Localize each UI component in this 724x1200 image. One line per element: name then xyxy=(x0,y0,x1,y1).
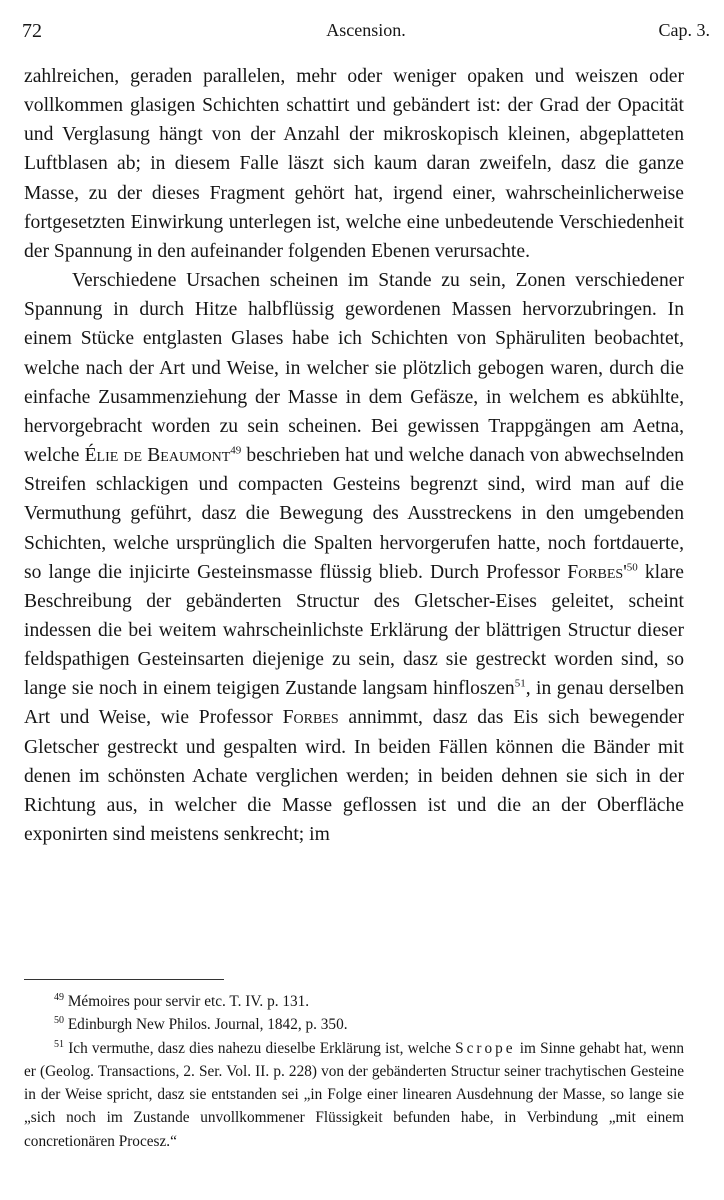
paragraph-2 xyxy=(24,266,684,849)
footnote-number: 49 xyxy=(54,991,64,1003)
footnote-50 xyxy=(24,1013,684,1036)
text-run: annimmt, dasz das Eis sich bewegender Gletscher gestreckt und gespalten wird. In beiden Fällen können die Bänder mit denen im schönsten Achate verglichen werden; in beiden dehnen sie sich in der Richtung aus, in welcher die Masse geflossen ist und die an der Oberfläche exponirten sind meistens senkrecht; im xyxy=(24,707,684,846)
paragraph-1: zahlreichen, geraden parallelen, mehr oder weniger opaken und weiszen oder vollkommen glasigen Schichten schattirt und gebändert ist: der Grad der Opacität und Verglasung hängt von der Anzahl der mikroskopisch kleinen, abgeplatteten Luftblasen ab; in diesem Falle läszt sich kaum daran zweifeln, dasz die ganze Masse, zu der dieses Fragment gehört hat, irgend einer, wahrscheinlicherweise fortgesetzten Einwirkung unterlegen ist, welche eine unbedeutende Verschiedenheit der Spannung in den aufeinander folgenden Ebenen verursachte. xyxy=(24,66,684,262)
footnote-ref-49: 49 xyxy=(230,444,242,457)
running-title: Ascension. xyxy=(326,20,406,40)
author-name-elie-de-beaumont: Élie de Beaumont xyxy=(84,445,231,467)
footnote-ref-50: 50 xyxy=(626,561,638,574)
text-run: beschrieben hat und welche danach von abwechselnden Streifen schlackigen und compacten Gesteins begrenzt sind, wird man auf die Vermuthung geführt, dasz die Bewegung des Ausstreckens in den umgebenden Schichten, welche ursprünglich die Spalten hervorgerufen hatte, noch fortdauerte, so lange die injicirte Gesteinsmasse flüssig blieb. Durch Professor xyxy=(24,445,684,583)
author-name-forbes: Forbes xyxy=(567,561,624,583)
footnote-number: 50 xyxy=(54,1015,64,1027)
footnote-divider xyxy=(24,979,224,980)
text-run: ' xyxy=(623,561,627,583)
footnote-text: Edinburgh New Philos. Journal, 1842, p. 350. xyxy=(64,1016,348,1034)
footnote-text: Mémoires pour servir etc. T. IV. p. 131. xyxy=(64,993,310,1010)
footnote-number: 51 xyxy=(54,1038,64,1050)
footnote-text: im Sinne gehabt hat, wenn er (Geolog. Transactions, 2. Ser. Vol. II. p. 228) von der gebänderten Structur seiner trachytischen Gesteine in der Weise spricht, dasz sie entstanden sei „in Folge einer linearen Ausdehnung der Masse, so lange sie „sich noch im Zustande unvollkommener Flüssigkeit befunden habe, in Verbindung „mit einem concretionären Procesz.“ xyxy=(24,1039,684,1150)
footnote-ref-51: 51 xyxy=(514,677,526,690)
text-run: klare Beschreibung der gebänderten Structur des Gletscher-Eises geleitet, scheint indessen die bei weitem wahrscheinlichste Erklärung der blättrigen Structur dieser feldspathigen Gesteinsarten diejenige zu sein, dasz sie gestreckt worden sind, so lange sie noch in einem teigigen Zustande langsam hinfloszen xyxy=(24,561,684,700)
page-number: 72 xyxy=(22,20,42,42)
author-name-scrope: Scrope xyxy=(455,1039,516,1057)
footnote-49 xyxy=(24,990,684,1013)
text-run: , in genau derselben Art und Weise, wie Professor xyxy=(24,678,684,729)
body-text xyxy=(24,62,684,849)
author-name-forbes: Forbes xyxy=(282,707,339,729)
chapter-label: Cap. 3. xyxy=(658,20,710,40)
footnote-text: Ich vermuthe, dasz dies nahezu dieselbe Erklärung ist, welche xyxy=(64,1039,456,1057)
text-run: Verschiedene Ursachen scheinen im Stande zu sein, Zonen verschiedener Spannung in durch Hitze halbflüssig gewordenen Massen hervorzubringen. In einem Stücke entglasten Glases habe ich Schichten von Sphäruliten beobachtet, welche nach der Art und Weise, in welcher sie plötzlich gebogen waren, durch die einfache Zusammenziehung der Masse in dem Gefäsze, in welchem es abkühlte, hervorgebracht worden zu sein scheinen. Bei gewissen Trappgängen am Aetna, welche xyxy=(24,270,684,467)
footnote-51 xyxy=(24,1037,684,1153)
footnotes xyxy=(24,990,684,1153)
running-header xyxy=(22,20,710,48)
